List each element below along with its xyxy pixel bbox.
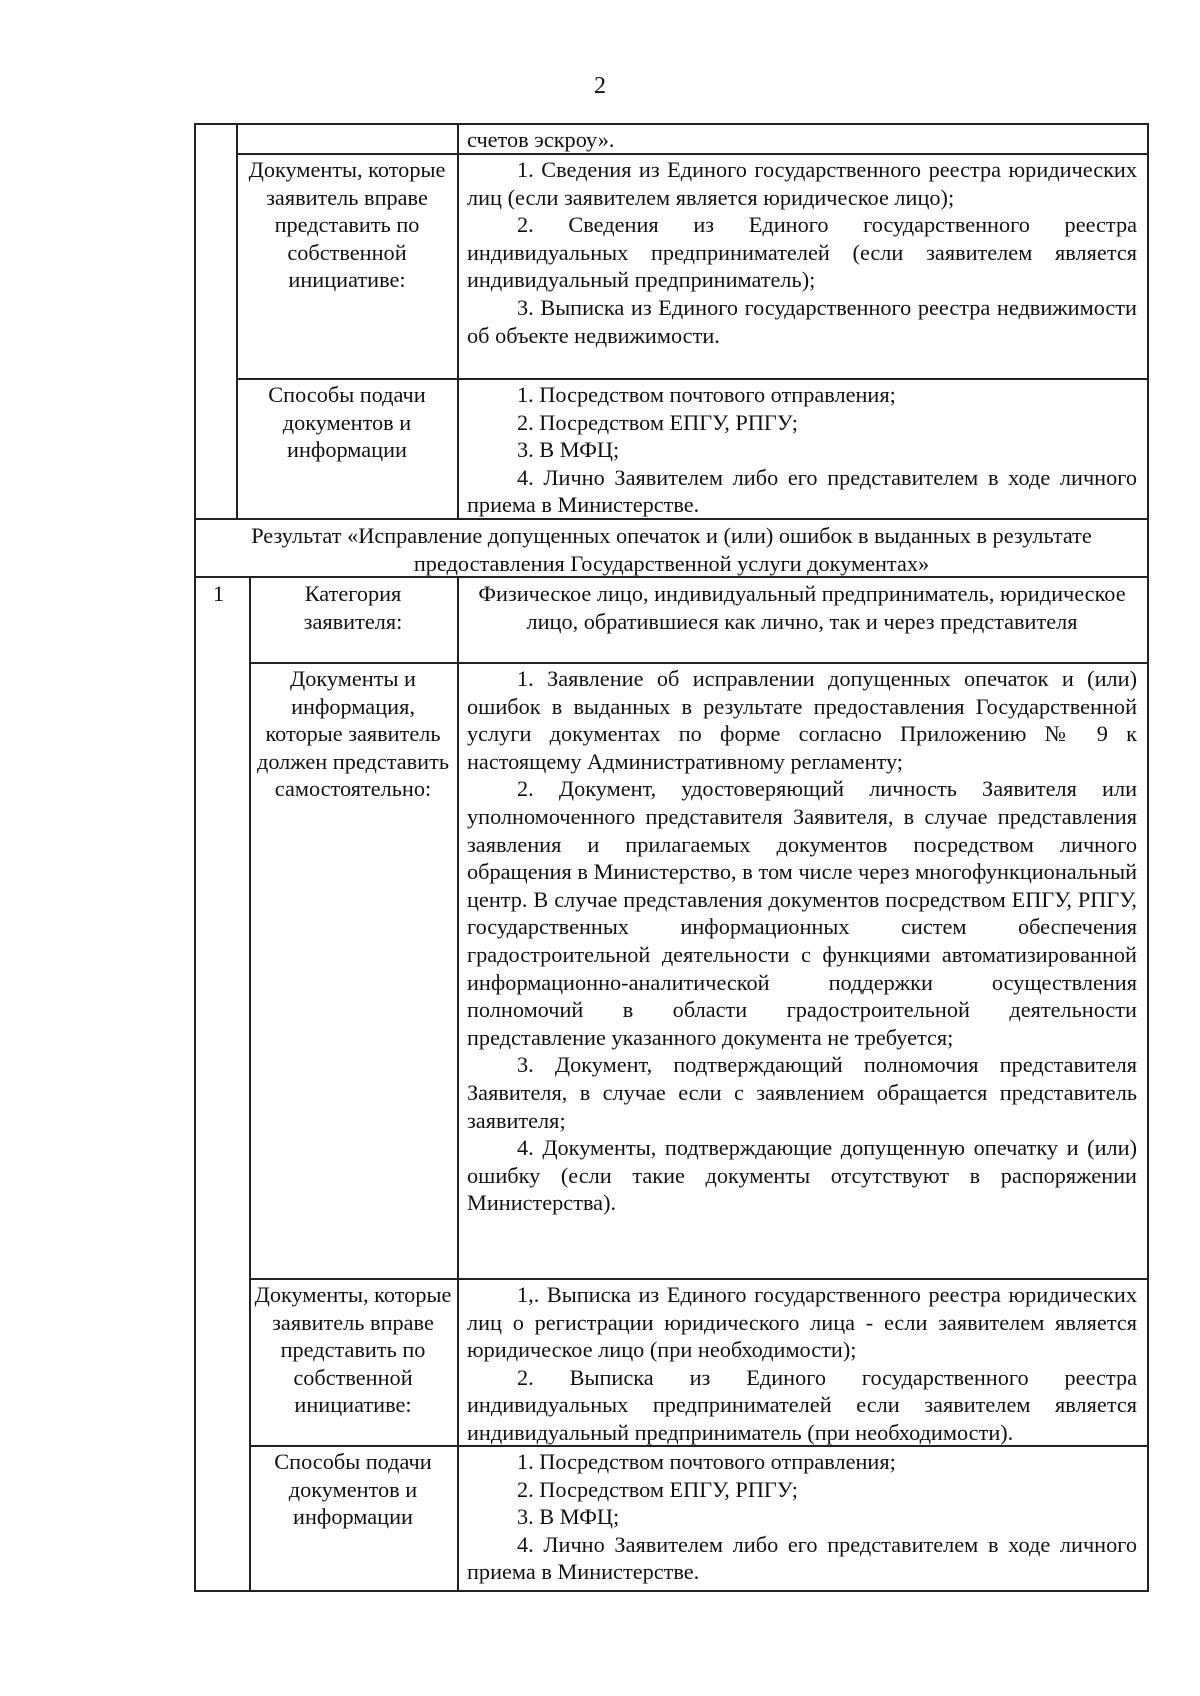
list-item: 1. Посредством почтового отправления; xyxy=(517,382,896,407)
row-divider xyxy=(249,1278,1149,1280)
list-item: 2. Сведения из Единого государственного реестра индивидуальных предпринимателей (если заявителем является индивидуальный предприниматель); xyxy=(467,212,1137,293)
list-item: 2. Посредством ЕПГУ, РПГУ; xyxy=(517,1476,798,1502)
table-border-left xyxy=(194,576,196,1591)
methods-label: Способы подачи документов и информации xyxy=(268,382,426,463)
list-item: 3. В МФЦ; xyxy=(517,437,620,463)
must-submit-label: Документы и информация, которые заявитель должен представить самостоятельно: xyxy=(256,666,450,802)
table-border-bottom xyxy=(194,1590,1149,1592)
methods-list xyxy=(467,381,1137,519)
list-item: 2. Посредством ЕПГУ, РПГУ; xyxy=(517,409,798,435)
list-item: 3. Документ, подтверждающий полномочия представителя Заявителя, в случае если с заявлением обращается представитель заявителя; xyxy=(467,1052,1137,1133)
table-border-top xyxy=(194,123,1149,125)
list-item: 4. Лично Заявителем либо его представителем в ходе личного приема в Министерстве. xyxy=(467,464,1137,518)
result-heading: Результат «Исправление допущенных опечаток и (или) ошибок в выданных в результате предоставления Государственной услуги документах» xyxy=(251,523,1092,576)
row-divider xyxy=(249,662,1149,664)
must-submit-list xyxy=(467,665,1137,1217)
page-number: 2 xyxy=(594,73,606,99)
list-item: 1. Посредством почтового отправления; xyxy=(517,1449,896,1474)
may-submit-label: Документы, которые заявитель вправе представить по собственной инициативе: xyxy=(248,157,446,293)
column-divider xyxy=(457,576,459,1591)
list-item: 1. Заявление об исправлении допущенных опечаток и (или) ошибок в выданных в результате предоставления Государственной услуги документах по форме согласно Приложению № 9 к настоящему Административному регламенту; xyxy=(467,666,1137,774)
list-item: 2. Документ, удостоверяющий личность Заявителя или уполномоченного представителя Заявителя, в случае представления заявления и прилагаемых документов посредством личного обращения в Министерство, в том числе через многофункциональный центр. В случае представления документов посредством ЕПГУ, РПГУ, государственных информационных систем обеспечения градостроительной деятельности с функциями автоматизированной информационно-аналитической поддержки осуществления полномочий в области градостроительной деятельности представление указанного документа не требуется; xyxy=(467,776,1137,1050)
column-divider xyxy=(457,123,459,518)
category-content: Физическое лицо, индивидуальный предприниматель, юридическое лицо, обратившиеся как лично, так и через представителя xyxy=(478,581,1126,634)
list-item: 4. Документы, подтверждающие допущенную опечатку и (или) ошибку (если такие документы отсутствуют в распоряжении Министерства). xyxy=(467,1135,1137,1216)
methods-label: Способы подачи документов и информации xyxy=(274,1449,432,1530)
column-divider xyxy=(236,123,238,518)
list-item: 2. Выписка из Единого государственного реестра индивидуальных предпринимателей если заявителем является индивидуальный предприниматель (при необходимости). xyxy=(467,1364,1137,1445)
list-item: 3. В МФЦ; xyxy=(517,1504,620,1530)
may-submit-label: Документы, которые заявитель вправе представить по собственной инициативе: xyxy=(254,1282,452,1418)
table-border-right xyxy=(1147,123,1149,578)
row0-content: счетов эскроу». xyxy=(467,127,615,152)
may-submit-list xyxy=(467,156,1137,349)
list-item: 3. Выписка из Единого государственного реестра недвижимости об объекте недвижимости. xyxy=(467,294,1137,348)
list-item: 1. Сведения из Единого государственного реестра юридических лиц (если заявителем является юридическое лицо); xyxy=(467,157,1137,210)
column-divider xyxy=(249,576,251,1591)
table-border-right xyxy=(1147,576,1149,1591)
list-item: 4. Лично Заявителем либо его представителем в ходе личного приема в Министерстве. xyxy=(467,1531,1137,1585)
row-number: 1 xyxy=(213,581,225,606)
row-divider xyxy=(236,378,1149,380)
may-submit-list xyxy=(467,1281,1137,1447)
table-border-left xyxy=(194,123,196,578)
category-label: Категория заявителя: xyxy=(303,581,403,634)
list-item: 1,. Выписка из Единого государственного реестра юридических лиц о регистрации юридического лица - если заявителем является юридическое лицо (при необходимости); xyxy=(467,1282,1137,1363)
methods-list xyxy=(467,1448,1137,1586)
